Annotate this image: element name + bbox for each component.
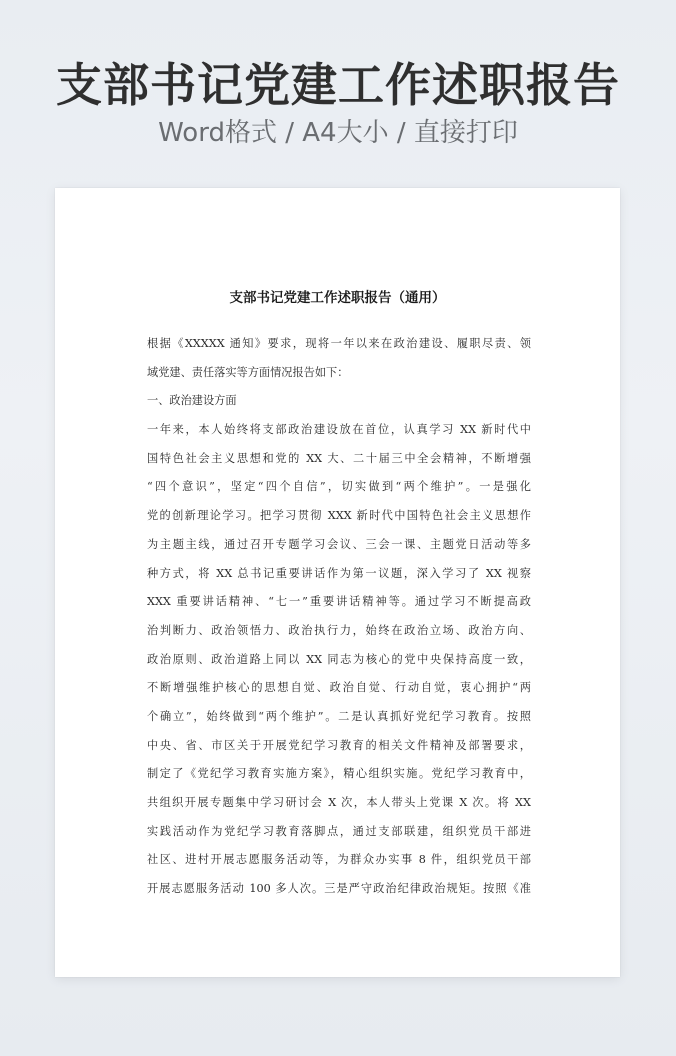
paragraph-line: 根据《XXXXX 通知》要求，现将一年以来在政治建设、履职尽责、领 xyxy=(147,337,531,350)
paragraph-line: 开展志愿服务活动 100 多人次。三是严守政治纪律政治规矩。按照《准 xyxy=(147,882,531,896)
paragraph-line: “四个意识”，坚定“四个自信”，切实做到“两个维护”。一是强化 xyxy=(147,480,531,494)
paragraph-line: 制定了《党纪学习教育实施方案》，精心组织实施。党纪学习教育中， xyxy=(147,767,531,781)
paragraph-line: 社区、进村开展志愿服务活动等，为群众办实事 8 件，组织党员干部 xyxy=(147,853,531,867)
paragraph-line: 治判断力、政治领悟力、政治执行力，始终在政治立场、政治方向、 xyxy=(147,623,531,637)
paragraph-line: 一年来，本人始终将支部政治建设放在首位，认真学习 XX 新时代中 xyxy=(147,423,531,437)
paragraph-line: 政治原则、政治道路上同以 XX 同志为核心的党中央保持高度一致， xyxy=(147,652,531,666)
document-page xyxy=(55,188,620,977)
paragraph-line: 个确立”，始终做到“两个维护”。二是认真抓好党纪学习教育。按照 xyxy=(147,709,531,723)
paragraph-line: 实践活动作为党纪学习教育落脚点，通过支部联建，组织党员干部进 xyxy=(147,824,531,838)
paragraph-line: 域党建、责任落实等方面情况报告如下： xyxy=(147,365,349,379)
banner-title: 支部书记党建工作述职报告 xyxy=(56,58,620,112)
paragraph-line: 为主题主线，通过召开专题学习会议、三会一课、主题党日活动等多 xyxy=(147,537,531,551)
document-title: 支部书记党建工作述职报告（通用） xyxy=(229,290,446,306)
paragraph-line: 国特色社会主义思想和党的 XX 大、二十届三中全会精神，不断增强 xyxy=(147,451,531,465)
document-body xyxy=(147,330,531,904)
paragraph-line: 种方式，将 XX 总书记重要讲话作为第一议题，深入学习了 XX 视察 xyxy=(147,566,531,580)
paragraph-line: 中央、省、市区关于开展党纪学习教育的相关文件精神及部署要求， xyxy=(147,738,531,752)
section-heading: 一、政治建设方面 xyxy=(147,394,237,408)
paragraph-line: 不断增强维护核心的思想自觉、政治自觉、行动自觉，衷心拥护“两 xyxy=(147,681,531,695)
paragraph-line: 共组织开展专题集中学习研讨会 X 次，本人带头上党课 X 次。将 XX xyxy=(147,796,531,809)
paragraph-line: XXX 重要讲话精神、“七一”重要讲话精神等。通过学习不断提高政 xyxy=(147,595,531,609)
banner-subtitle: Word格式 / A4大小 / 直接打印 xyxy=(158,118,518,148)
paragraph-line: 党的创新理论学习。把学习贯彻 XXX 新时代中国特色社会主义思想作 xyxy=(147,509,531,523)
